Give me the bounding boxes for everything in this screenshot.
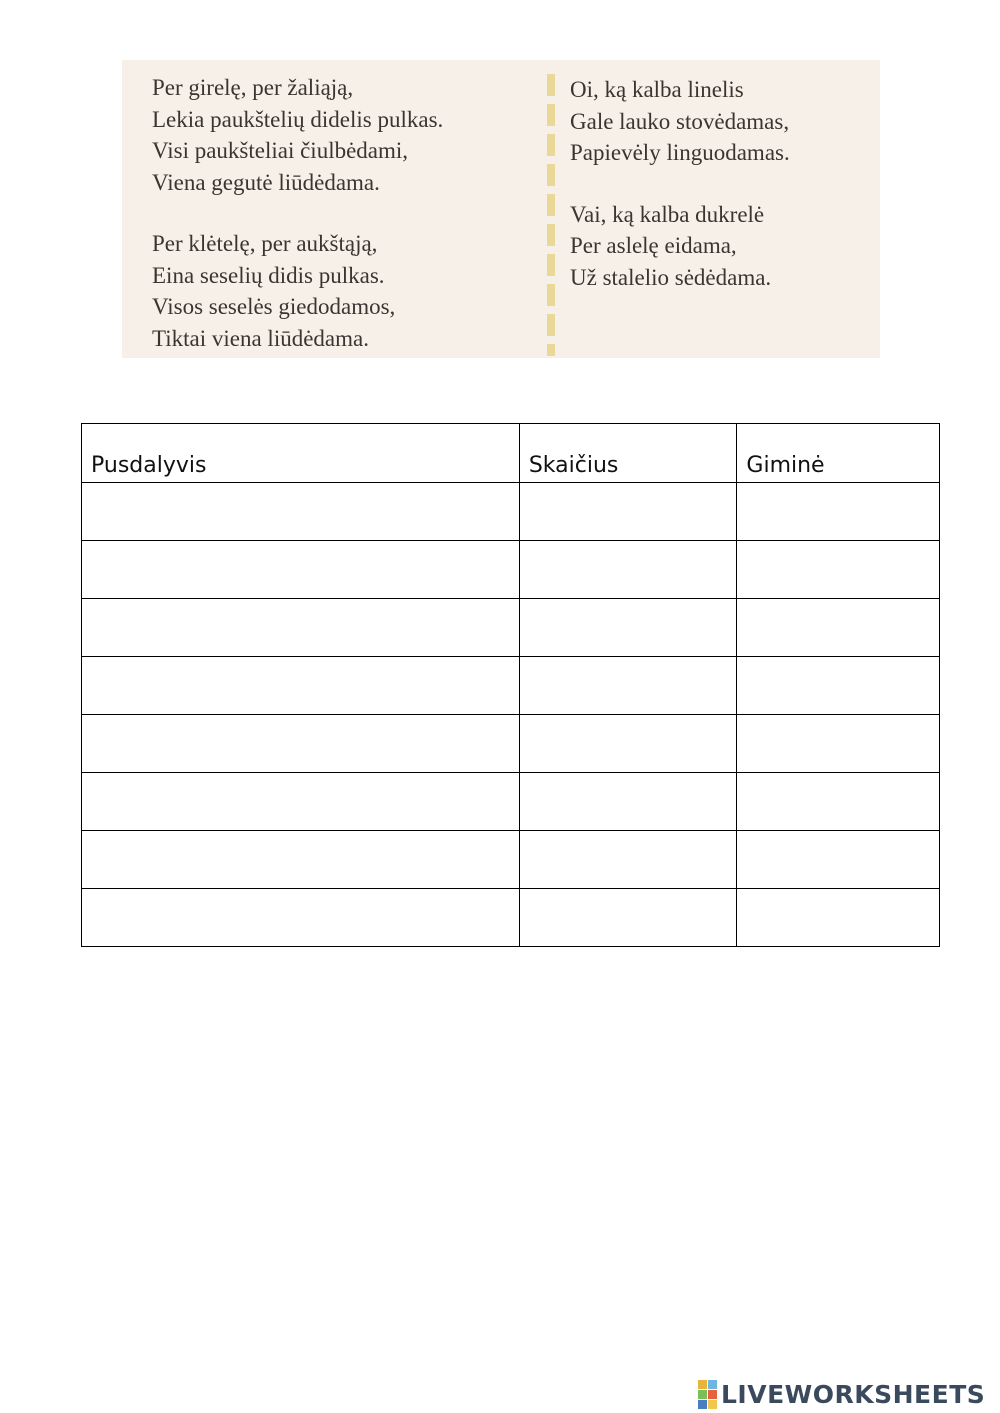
logo-square: [708, 1390, 717, 1399]
poem-line: Papievėly linguodamas.: [570, 140, 790, 165]
poem-line: Vai, ką kalba dukrelė: [570, 201, 765, 227]
logo-square: [698, 1380, 707, 1389]
poem-line: Viena gegutė liūdėdama.: [152, 169, 380, 195]
answer-cell-pusdalyvis[interactable]: [82, 715, 520, 773]
poem-line: Tiktai viena liūdėdama.: [152, 325, 369, 351]
logo-square: [708, 1380, 717, 1389]
table-row: [82, 831, 940, 889]
answer-cell-gimine[interactable]: [737, 483, 940, 541]
answer-cell-skaicius[interactable]: [519, 889, 737, 947]
poem-line: Per aslelę eidama,: [570, 233, 737, 258]
answer-cell-pusdalyvis[interactable]: [82, 599, 520, 657]
header-pusdalyvis: Pusdalyvis: [82, 424, 520, 483]
answer-cell-skaicius[interactable]: [519, 831, 737, 889]
answer-cell-skaicius[interactable]: [519, 715, 737, 773]
logo-square: [698, 1390, 707, 1399]
table-row: [82, 773, 940, 831]
table-row: [82, 715, 940, 773]
table-row: [82, 599, 940, 657]
poem-line: Lekia paukštelių didelis pulkas.: [152, 106, 444, 132]
liveworksheets-logo[interactable]: [698, 1380, 985, 1409]
answer-cell-pusdalyvis[interactable]: [82, 657, 520, 715]
table-body: [82, 483, 940, 947]
answer-cell-gimine[interactable]: [737, 541, 940, 599]
table-row: [82, 657, 940, 715]
answer-cell-gimine[interactable]: [737, 599, 940, 657]
table-row: [82, 541, 940, 599]
table-row: [82, 483, 940, 541]
logo-text: LIVEWORKSHEETS: [721, 1380, 986, 1409]
answer-cell-skaicius[interactable]: [519, 483, 737, 541]
header-skaicius: Skaičius: [519, 424, 737, 483]
answer-cell-skaicius[interactable]: [519, 657, 737, 715]
poem-divider: [547, 74, 555, 356]
answer-cell-pusdalyvis[interactable]: [82, 773, 520, 831]
poem-line: Per klėtelę, per aukštąją,: [152, 231, 378, 256]
answer-cell-skaicius[interactable]: [519, 773, 737, 831]
answer-cell-gimine[interactable]: [737, 657, 940, 715]
table-header-row: [82, 424, 940, 483]
poem-line: Per girelę, per žaliąją,: [152, 75, 354, 100]
answer-cell-pusdalyvis[interactable]: [82, 483, 520, 541]
answer-cell-pusdalyvis[interactable]: [82, 831, 520, 889]
answer-cell-gimine[interactable]: [737, 773, 940, 831]
answer-cell-gimine[interactable]: [737, 715, 940, 773]
poem-line: Eina seselių didis pulkas.: [152, 262, 385, 288]
answer-cell-gimine[interactable]: [737, 889, 940, 947]
logo-square: [708, 1400, 717, 1409]
poem-line: Visos seselės giedodamos,: [152, 294, 396, 319]
poem-right-column: [570, 74, 790, 293]
answer-cell-skaicius[interactable]: [519, 541, 737, 599]
poem-left-column: [152, 72, 443, 354]
poem-line: Visi paukšteliai čiulbėdami,: [152, 138, 409, 163]
answer-table: [81, 423, 940, 947]
header-gimine: Giminė: [737, 424, 940, 483]
table-row: [82, 889, 940, 947]
answer-cell-pusdalyvis[interactable]: [82, 541, 520, 599]
poem-image: [122, 60, 880, 358]
poem-line: Už stalelio sėdėdama.: [570, 264, 772, 290]
answer-cell-pusdalyvis[interactable]: [82, 889, 520, 947]
answer-cell-gimine[interactable]: [737, 831, 940, 889]
liveworksheets-logo-icon: [698, 1380, 717, 1409]
answer-cell-skaicius[interactable]: [519, 599, 737, 657]
logo-square: [698, 1400, 707, 1409]
poem-line: Gale lauko stovėdamas,: [570, 108, 790, 134]
poem-line: Oi, ką kalba linelis: [570, 77, 744, 102]
